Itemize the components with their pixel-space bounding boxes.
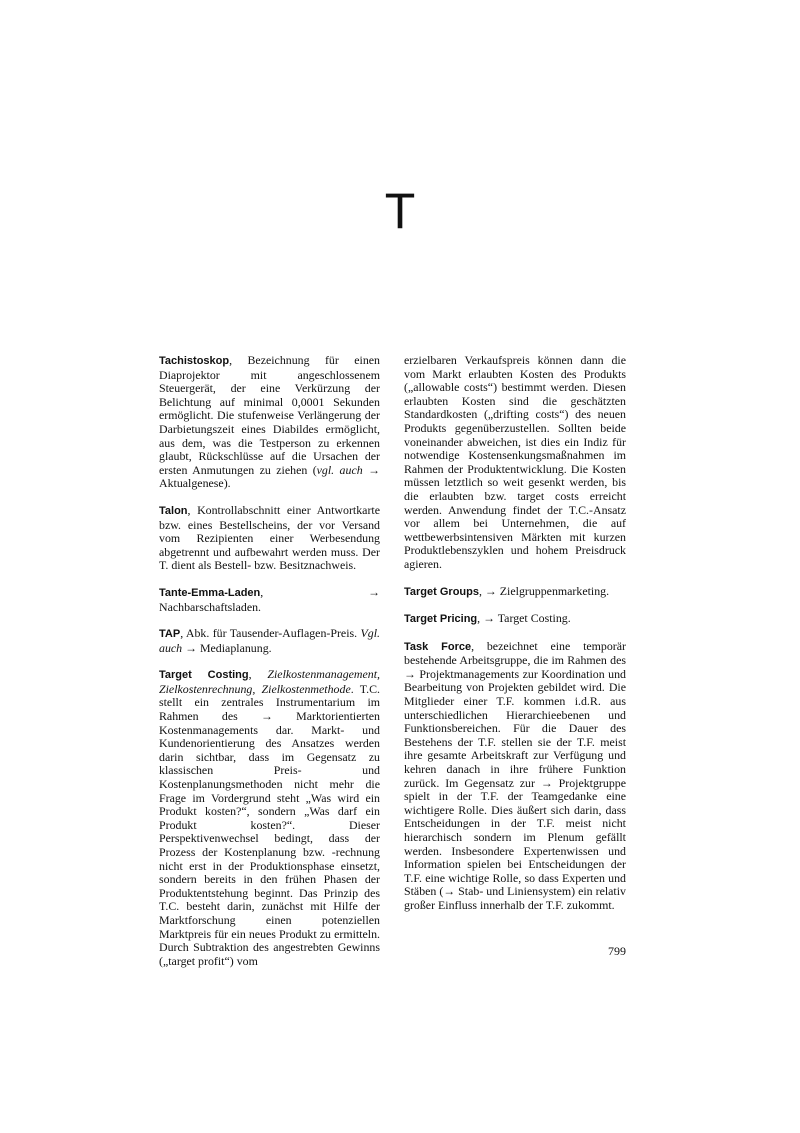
dictionary-entry bbox=[404, 640, 626, 913]
page-number: 799 bbox=[608, 944, 626, 958]
entry-italic-text: Zielkostenmanagement, Zielkostenrechnung, Zielkostenmethode bbox=[159, 667, 380, 696]
right-column bbox=[404, 354, 626, 926]
entry-headword: TAP bbox=[159, 628, 181, 641]
entry-text: → Aktualgenese). bbox=[159, 462, 380, 491]
dictionary-entry bbox=[159, 504, 380, 573]
dictionary-entry bbox=[404, 354, 626, 572]
entry-headword: Task Force bbox=[404, 640, 472, 653]
entry-headword: Target Pricing bbox=[404, 613, 478, 626]
entry-italic-text: vgl. auch bbox=[316, 462, 363, 477]
entry-headword: Tachistoskop bbox=[159, 355, 230, 367]
entry-text: , → Target Costing. bbox=[477, 611, 571, 626]
entry-headword: Talon bbox=[159, 504, 188, 517]
dictionary-entry bbox=[159, 586, 380, 614]
entry-text: , → Zielgruppenmarketing. bbox=[478, 583, 610, 598]
section-letter: T bbox=[384, 183, 416, 239]
entry-text: . T.C. stellt ein zentrales Instrumentarium im Rahmen des → Marktorientierten Kostenmanagements dar. Markt- und Kundenorientierung des Ansatzes werden darin sichtbar, dass im Gegensatz zu klassischen Preis- und Kostenplanungsmethoden nicht mehr die Frage im Vordergrund steht „Was wird ein Produkt kosten?“, sondern „Was darf ein Produkt kosten?“. Dieser Perspektivenwechsel bedingt, dass der Prozess der Kostenplanung bzw. -rechnung nicht erst in der Produktionsphase einsetzt, sondern bereits in den frühen Phasen der Produktentstehung beginnt. Das Prinzip des T.C. besteht darin, zunächst mit Hilfe der Marktforschung einen potenziellen Marktpreis für ein neues Produkt zu ermitteln. Durch Subtraktion des angestrebten Gewinns („target profit“) vom bbox=[159, 681, 380, 968]
left-column bbox=[159, 354, 380, 981]
dictionary-entry bbox=[404, 612, 626, 627]
dictionary-entry bbox=[404, 585, 626, 600]
dictionary-entry bbox=[159, 668, 380, 968]
entry-text: , Bezeichnung für einen Diaprojektor mit angeschlossenem Steuergerät, der eine Verkürzung der Belichtung auf minimal 0,0001 Sekunden ermöglicht. Die stufenweise Verlängerung der Darbietungszeit eines Diabildes ermöglicht, aus dem, was die Testperson zu erkennen glaubt, Rückschlüsse auf die Ursachen der ersten Anmutungen zu ziehen ( bbox=[159, 353, 380, 477]
entry-text: → Mediaplanung. bbox=[182, 640, 272, 655]
dictionary-entry bbox=[159, 354, 380, 491]
entry-headword: Target Costing bbox=[159, 669, 249, 682]
entry-text: , Abk. für Tausender-Auflagen-Preis. bbox=[180, 626, 361, 641]
dictionary-entry bbox=[159, 627, 380, 655]
entry-italic-text: Vgl. auch bbox=[159, 626, 380, 655]
entry-headword: Tante-Emma-Laden bbox=[159, 586, 261, 599]
entry-text: , bbox=[248, 667, 268, 682]
entry-headword: Target Groups bbox=[404, 585, 479, 598]
entry-text: , bezeichnet eine temporär bestehende Arbeitsgruppe, die im Rahmen des → Projektmanagements zur Koordination und Bearbeitung von Projekten gebildet wird. Die Mitglieder einer T.F. kommen i.d.R. aus unterschiedlichen Hierarchieebenen und Funktionsbereichen. Für die Dauer des Bestehens der T.F. stellen sie der T.F. meist ihre gesamte Arbeitskraft zur Verfügung und kehren danach in ihre frühere Funktion zurück. Im Gegensatz zur → Projektgruppe spielt in der T.F. der Teamgedanke eine wichtigere Rolle. Dies äußert sich darin, dass Entscheidungen in der T.F. meist nicht hierarchisch sondern im Plenum gefällt werden. Insbesondere Expertenwissen und Information spielen bei Entscheidungen der T.F. eine wichtige Rolle, so dass Experten und Stäben (→ Stab- und Liniensystem) ein relativ großer Einfluss innerhalb der T.F. zukommt. bbox=[404, 638, 626, 912]
entry-text: erzielbaren Verkaufspreis können dann die vom Markt erlaubten Kosten des Produkts („allowable costs“) bestimmt werden. Diesen erlaubten Kosten sind die geschätzten Standardkosten („drifting costs“) des neuen Produkts gegenüberzustellen. Sollten beide voneinander abweichen, ist dies ein Indiz für notwendige Kostensenkungsmaßnahmen im Rahmen der Produktentwicklung. Die Kosten müssen letztlich so weit gesenkt werden, bis die erlaubten bzw. target costs erreicht werden. Anwendung findet der T.C.-Ansatz vor allem bei Unternehmen, die auf wettbewerbsintensiven Märkten mit kurzen Produktlebenszyklen und hohem Preisdruck agieren. bbox=[404, 353, 626, 571]
entry-text: , Kontrollabschnitt einer Antwortkarte bzw. eines Bestellscheins, der vor Versand vom Rezipienten einer Werbesendung abgetrennt und aufbewahrt werden muss. Der T. dient als Bestell- bzw. Besitznachweis. bbox=[159, 502, 380, 573]
entry-text: , → Nachbarschaftsladen. bbox=[159, 584, 380, 614]
